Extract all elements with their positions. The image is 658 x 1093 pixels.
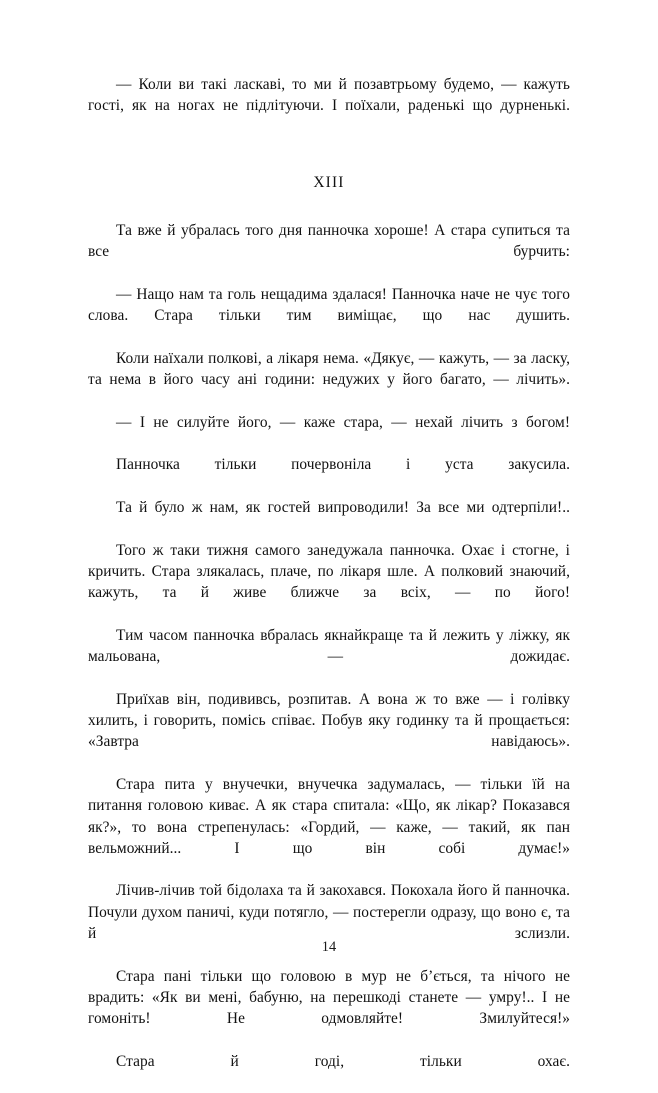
paragraph: Панночка тільки почервоніла і уста закусила. (116, 456, 570, 474)
paragraph: Того ж таки тижня самого занедужала панночка. Охає і стогне, і кричить. Стара злякалась, плаче, по лікаря шле. А полковий знаючий, кажуть, та й живе ближче за всіх, — по його! (88, 541, 570, 602)
paragraph: — Нащо нам та голь нещадима здалася! Панночка наче не чує того слова. Стара тільки тим виміщає, що нас душить. (88, 286, 570, 325)
paragraph: — Коли ви такі ласкаві, то ми й позавтрьому будемо, — кажуть гості, як на ногах не підлітуючи. І поїхали, раденькі що дурненькі. (88, 76, 570, 115)
paragraph: Коли наїхали полкові, а лікаря нема. «Дякує, — кажуть, — за ласку, та нема в його часу ані години: недужих у його багато, — лічить». (88, 349, 570, 389)
chapter-heading: XIII (313, 173, 345, 191)
heading-spacer-bottom (88, 193, 570, 220)
paragraph: Стара пита у внучечки, внучечка задумалась, — тільки їй на питання головою киває. А як стара спитала: «Що, як лікар? Показався як?», то вона стрепенулась: «Гордий, — каже, — такий, як пан вельможний... І що він собі думає!» (88, 775, 570, 857)
paragraph: Стара пані тільки що головою в мур не б’ється, та нічого не врадить: «Як ви мені, бабуню, на перешкоді станете — умру!.. І не гомоніть! Не одмовляйте! Змилуйтеся!» (88, 967, 570, 1028)
paragraph: Приїхав він, подививсь, розпитав. А вона ж то вже — і голівку хилить, і говорить, помісь співає. Побув яку годинку та й прощається: «Завтра навідаюсь». (88, 690, 570, 751)
paragraph: Та й було ж нам, як гостей випроводили! За все ми одтерпіли!.. (116, 499, 570, 517)
paragraph: Та вже й убралась того дня панночка хороше! А стара супиться та все бурчить: (88, 222, 570, 261)
paragraph: Лічив-лічив той бідолаха та й закохався. Покохала його й панночка. Почули духом паничі, куди потягло, — постерегли одразу, що воно є, та й зслизли. (88, 882, 570, 942)
paragraph: — І не силуйте його, — каже стара, — нехай лічить з богом! (116, 413, 570, 431)
paragraph: Стара й годі, тільки охає. (116, 1052, 570, 1070)
paragraph: Тим часом панночка вбралась якнайкраще та й лежить у ліжку, як мальована, — дожидає. (88, 626, 570, 666)
page-number: 14 (321, 939, 337, 955)
heading-spacer-top (88, 138, 570, 172)
